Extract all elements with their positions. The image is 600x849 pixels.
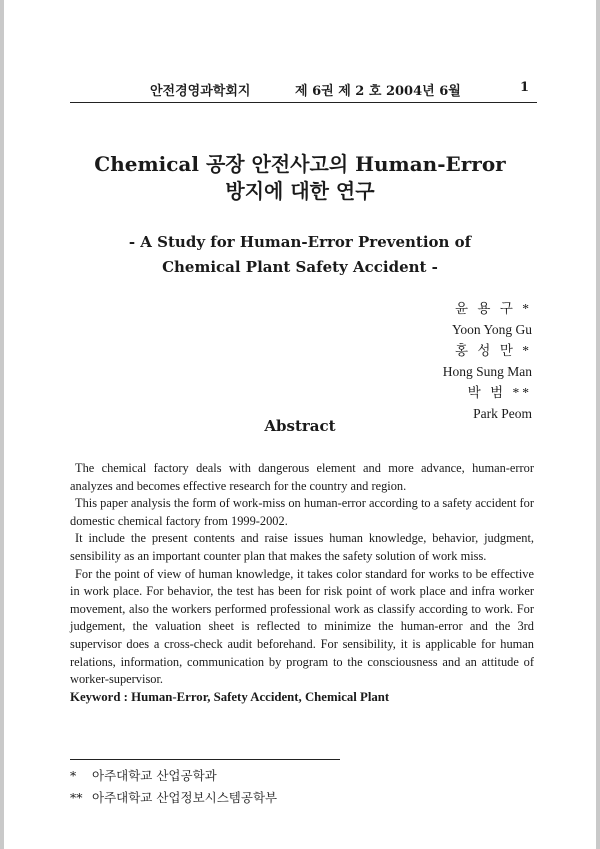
journal-name: 안전경영과학회지 — [150, 84, 251, 99]
paper-title-line-1: Chemical 공장 안전사고의 Human-Error — [94, 152, 506, 176]
paper-subtitle-line-2: Chemical Plant Safety Accident - — [162, 258, 438, 276]
author-korean-name: 박 범 ** — [467, 385, 532, 400]
author-korean-name: 홍 성 만 * — [455, 343, 532, 358]
author-english-name: Park Peom — [473, 406, 532, 421]
abstract-body — [70, 460, 534, 706]
footnote-mark: ** — [70, 790, 83, 805]
abstract-paragraph: For the point of view of human knowledge, it takes color standard for works to be effective in work place. For behavior, the test has been for risk point of work place and infra worker movement, also the workers performed professional work as classify according to work. For judgement, the valuation sheet is reflected to minimize the human-error and the 3rd supervisor does a cross-check audit beforehand. For sensibility, it is applicable for human relations, information, communication by program to the consciousness and an attitude of worker-supervisor. — [70, 566, 534, 687]
abstract-paragraph: The chemical factory deals with dangerous element and more advance, human-error analyzes and becomes effective research for the country and region. — [70, 461, 534, 493]
footnote-affiliation-1 — [70, 766, 217, 784]
abstract-paragraph: This paper analysis the form of work-miss on human-error according to a safety accident for domestic chemical factory from 1999-2002. — [70, 496, 534, 528]
author-korean-name: 윤 용 구 * — [455, 301, 532, 316]
footnote-text: 아주대학교 산업공학과 — [92, 768, 217, 783]
author-english-name: Yoon Yong Gu — [451, 322, 532, 337]
paper-title-line-2: 방지에 대한 연구 — [225, 179, 375, 203]
abstract-heading: Abstract — [264, 417, 336, 435]
header-rule — [70, 102, 537, 103]
author-english-name: Hong Sung Man — [442, 364, 532, 379]
paper-subtitle-line-1: - A Study for Human-Error Prevention of — [128, 233, 472, 251]
author-list — [443, 298, 532, 424]
footnote-mark: * — [70, 768, 77, 783]
footnote-affiliation-2 — [70, 788, 277, 806]
footnote-rule — [70, 759, 340, 760]
issue-info: 제 6권 제 2 호 2004년 6월 — [295, 84, 461, 99]
abstract-paragraph: It include the present contents and raise issues human knowledge, behavior, judgment, sensibility as an important counter plan that makes the safety solution of work miss. — [70, 531, 534, 563]
footnote-text: 아주대학교 산업정보시스템공학부 — [92, 790, 278, 805]
page-number: 1 — [520, 80, 530, 95]
keywords: Keyword : Human-Error, Safety Accident, Chemical Plant — [70, 689, 390, 704]
